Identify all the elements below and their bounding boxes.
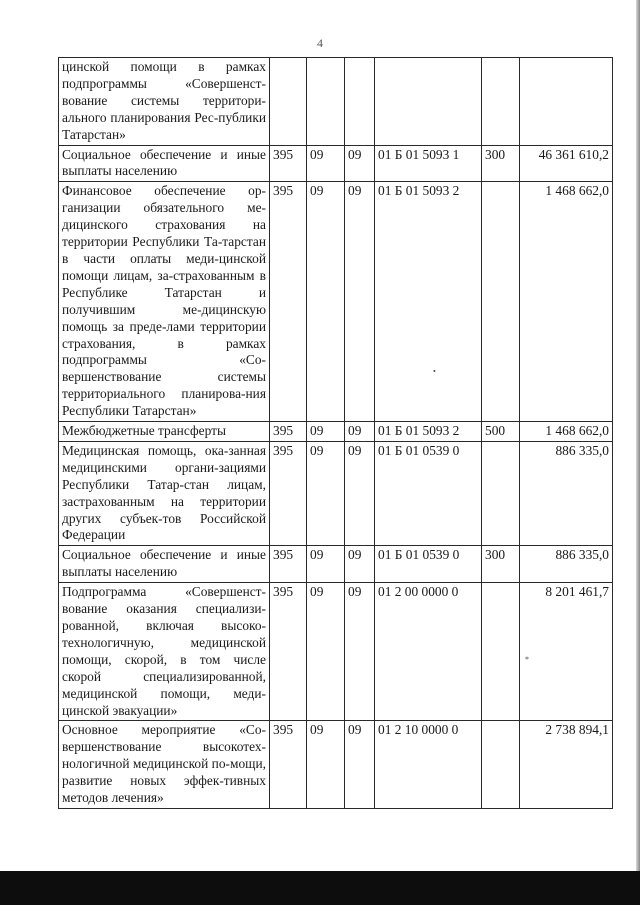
row-name: Межбюджетные трансферты <box>59 422 270 442</box>
table-row <box>59 58 613 146</box>
row-ved: 395 <box>270 721 307 809</box>
scan-speck: • <box>433 367 436 376</box>
table-row <box>59 422 613 442</box>
row-rz: 09 <box>307 145 345 182</box>
row-name: Подпрограмма «Совершенст-вование оказания специализи-рованной, включая высоко-технологичную, медицинской помощи, скорой, в том числе скорой специализированной, медицинской помощи, меди-цинской эвакуации» <box>59 583 270 721</box>
budget-table <box>58 57 613 809</box>
row-pr: 09 <box>345 441 375 545</box>
row-csr: 01 Б 01 5093 2 <box>375 422 482 442</box>
table-row <box>59 721 613 809</box>
row-csr: 01 2 10 0000 0 <box>375 721 482 809</box>
row-rz: 09 <box>307 546 345 583</box>
row-ved <box>270 58 307 146</box>
row-vr: 300 <box>482 145 520 182</box>
row-rz <box>307 58 345 146</box>
row-name: Финансовое обеспечение ор-ганизации обязательного ме-дицинского страхования на территории Республики Та-тарстан в части оплаты меди-цинской помощи лицам, за-страхованным в Республике Татарстан и получившим ме-дицинскую помощь за преде-лами территории страхования, в рамках подпрограммы «Со-вершенствование системы территориального планирова-ния Республики Татарстан» <box>59 182 270 422</box>
row-vr <box>482 583 520 721</box>
table-row <box>59 182 613 422</box>
row-vr: 300 <box>482 546 520 583</box>
row-csr <box>375 58 482 146</box>
row-ved: 395 <box>270 583 307 721</box>
row-name: Основное мероприятие «Со-вершенствование высокотех-нологичной медицинской по-мощи, развитие новых эффек-тивных методов лечения» <box>59 721 270 809</box>
row-rz: 09 <box>307 422 345 442</box>
row-rz: 09 <box>307 441 345 545</box>
scan-speck: * <box>525 655 529 664</box>
row-name: Медицинская помощь, ока-занная медицинскими органи-зациями Республики Татар-стан лицам, застрахованным на территории других субъек-тов Российской Федерации <box>59 441 270 545</box>
table-row <box>59 583 613 721</box>
row-ved: 395 <box>270 441 307 545</box>
row-ved: 395 <box>270 182 307 422</box>
row-csr: 01 Б 01 0539 0 <box>375 441 482 545</box>
row-amount: 1 468 662,0 <box>520 422 613 442</box>
row-amount: 1 468 662,0 <box>520 182 613 422</box>
row-vr <box>482 58 520 146</box>
row-amount: 886 335,0 <box>520 546 613 583</box>
row-ved: 395 <box>270 422 307 442</box>
row-pr: 09 <box>345 182 375 422</box>
row-pr: 09 <box>345 583 375 721</box>
row-name: Социальное обеспечение и иные выплаты населению <box>59 546 270 583</box>
row-amount: 46 361 610,2 <box>520 145 613 182</box>
row-csr: 01 Б 01 5093 2 <box>375 182 482 422</box>
row-name: Социальное обеспечение и иные выплаты населению <box>59 145 270 182</box>
row-vr <box>482 182 520 422</box>
row-pr: 09 <box>345 422 375 442</box>
row-vr: 500 <box>482 422 520 442</box>
row-pr <box>345 58 375 146</box>
row-csr: 01 Б 01 0539 0 <box>375 546 482 583</box>
page-number: 4 <box>317 36 323 50</box>
row-vr <box>482 441 520 545</box>
row-rz: 09 <box>307 721 345 809</box>
table-row <box>59 145 613 182</box>
row-amount: 8 201 461,7 <box>520 583 613 721</box>
row-amount: 886 335,0 <box>520 441 613 545</box>
row-amount <box>520 58 613 146</box>
table-row <box>59 546 613 583</box>
row-rz: 09 <box>307 182 345 422</box>
table-row <box>59 441 613 545</box>
row-csr: 01 Б 01 5093 1 <box>375 145 482 182</box>
row-amount: 2 738 894,1 <box>520 721 613 809</box>
row-name: цинской помощи в рамках подпрограммы «Совершенст-вование системы территори-ального планирования Рес-публики Татарстан» <box>59 58 270 146</box>
row-vr <box>482 721 520 809</box>
row-ved: 395 <box>270 145 307 182</box>
row-pr: 09 <box>345 145 375 182</box>
row-pr: 09 <box>345 546 375 583</box>
row-ved: 395 <box>270 546 307 583</box>
scan-edge-shadow <box>636 0 640 905</box>
row-rz: 09 <box>307 583 345 721</box>
row-pr: 09 <box>345 721 375 809</box>
row-csr: 01 2 00 0000 0 <box>375 583 482 721</box>
scan-bottom-bar <box>0 871 640 905</box>
